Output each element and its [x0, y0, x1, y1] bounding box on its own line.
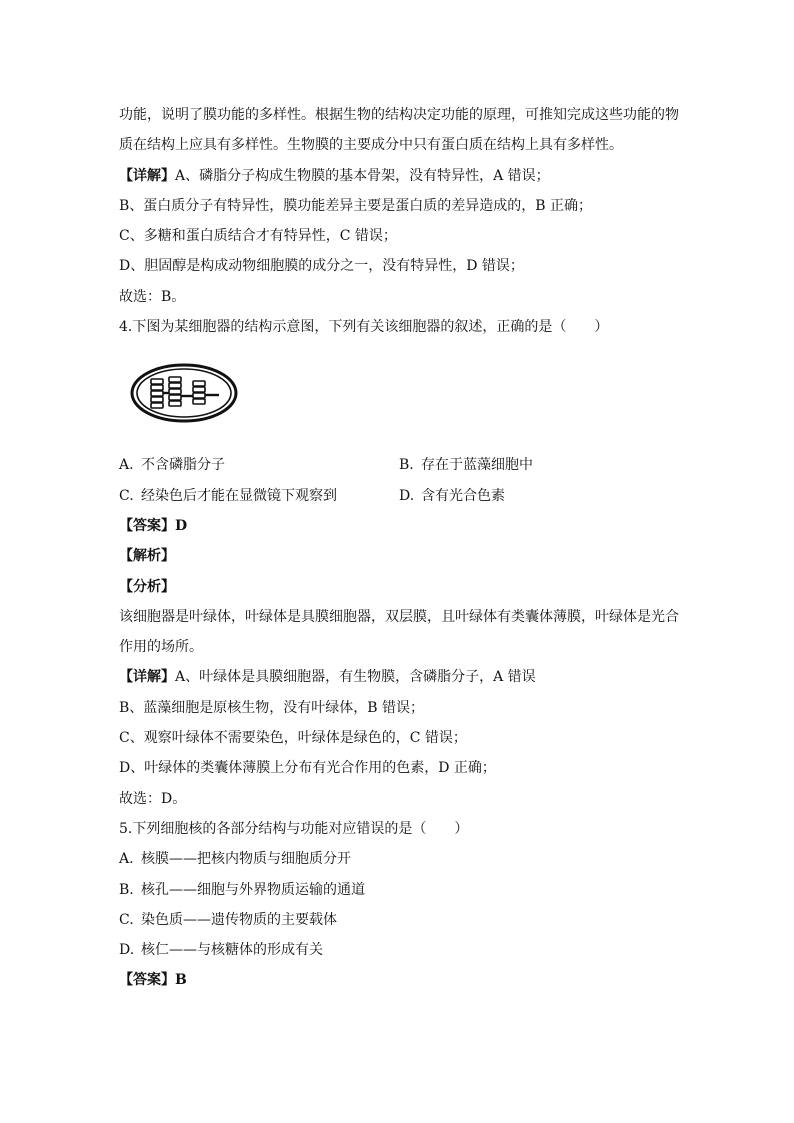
- q3-detail-d: D、胆固醇是构成动物细胞膜的成分之一，没有特异性，D 错误；: [119, 258, 524, 275]
- q5-option-c[interactable]: C. 染色质——遗传物质的主要载体: [119, 911, 337, 928]
- q4-fenxi-line-2: 作用的场所。: [119, 639, 203, 656]
- q4-option-a[interactable]: A. 不含磷脂分子: [119, 457, 225, 474]
- q4-detail-tag: 【详解】: [119, 669, 175, 686]
- q4-option-c[interactable]: C. 经染色后才能在显微镜下观察到: [119, 487, 337, 504]
- q3-detail-b: B、蛋白质分子有特异性，膜功能差异主要是蛋白质的差异造成的，B 正确；: [119, 197, 593, 214]
- q4-options-row-1: [119, 450, 679, 480]
- q4-fenxi-tag: 【分析】: [119, 578, 175, 595]
- q3-detail-tag: 【详解】: [119, 167, 175, 184]
- q3-conclusion: 故选：B。: [119, 288, 186, 305]
- q4-detail-c: C、观察叶绿体不需要染色，叶绿体是绿色的，C 错误；: [119, 730, 467, 747]
- q4-option-d[interactable]: D. 含有光合色素: [399, 487, 505, 504]
- q4-conclusion: 故选：D。: [119, 790, 187, 807]
- q4-analysis-tag: 【解析】: [119, 548, 175, 565]
- q3-detail-c: C、多糖和蛋白质结合才有特异性，C 错误；: [119, 228, 397, 245]
- q4-answer: 【答案】D: [119, 517, 188, 534]
- q4-detail-b: B、蓝藻细胞是原核生物，没有叶绿体，B 错误；: [119, 699, 425, 716]
- chloroplast-diagram: [129, 362, 239, 424]
- q5-option-a[interactable]: A. 核膜——把核内物质与细胞质分开: [119, 851, 351, 868]
- q4-option-b[interactable]: B. 存在于蓝藻细胞中: [399, 457, 533, 474]
- q4-figure-row: [119, 342, 679, 450]
- content-column: [119, 100, 679, 996]
- q5-answer: 【答案】B: [119, 972, 187, 989]
- intro-line-2: 质在结构上应具有多样性。生物膜的主要成分中只有蛋白质在结构上具有多样性。: [119, 137, 623, 154]
- q3-detail-a: [119, 161, 679, 191]
- q4-stem: 4.下图为某细胞器的结构示意图，下列有关该细胞器的叙述，正确的是（ ）: [119, 319, 609, 336]
- q5-option-d[interactable]: D. 核仁——与核糖体的形成有关: [119, 942, 323, 959]
- q5-option-b[interactable]: B. 核孔——细胞与外界物质运输的通道: [119, 881, 365, 898]
- q4-detail-a-text: A、叶绿体是具膜细胞器，有生物膜，含磷脂分子，A 错误: [175, 669, 536, 686]
- q3-detail-a-text: A、磷脂分子构成生物膜的基本骨架，没有特异性，A 错误；: [175, 167, 550, 184]
- q4-options-row-2: [119, 481, 679, 511]
- q5-stem: 5.下列细胞核的各部分结构与功能对应错误的是（ ）: [119, 820, 469, 837]
- intro-line-1: 功能，说明了膜功能的多样性。根据生物的结构决定功能的原理，可推知完成这些功能的物: [119, 107, 679, 123]
- q4-detail-d: D、叶绿体的类囊体薄膜上分布有光合作用的色素，D 正确；: [119, 760, 496, 777]
- q4-detail-a: [119, 662, 679, 692]
- q4-fenxi-line-1: 该细胞器是叶绿体，叶绿体是具膜细胞器，双层膜，且叶绿体有类囊体薄膜，叶绿体是光合: [119, 608, 679, 625]
